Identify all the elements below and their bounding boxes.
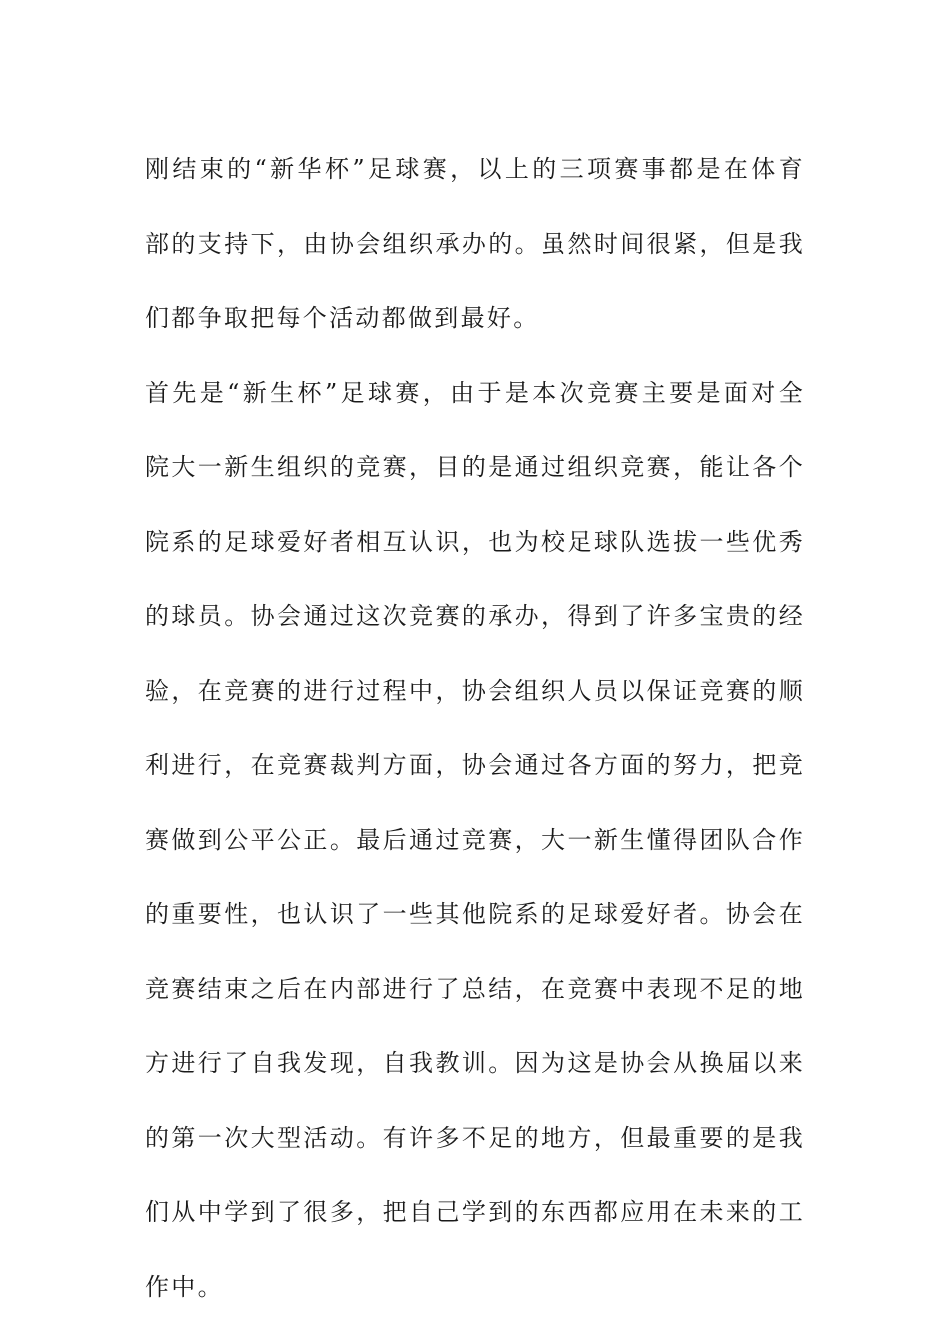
paragraph-2: 首先是“新生杯”足球赛，由于是本次竞赛主要是面对全院大一新生组织的竞赛，目的是通过组织竞赛，能让各个院系的足球爱好者相互认识，也为校足球队选拔一些优秀的球员。协会通过这次竞赛的承办，得到了许多宝贵的经验，在竞赛的进行过程中，协会组织人员以保证竞赛的顺利进行，在竞赛裁判方面，协会通过各方面的努力，把竞赛做到公平公正。最后通过竞赛，大一新生懂得团队合作的重要性，也认识了一些其他院系的足球爱好者。协会在竞赛结束之后在内部进行了总结，在竞赛中表现不足的地方进行了自我发现，自我教训。因为这是协会从换届以来的第一次大型活动。有许多不足的地方，但最重要的是我们从中学到了很多，把自己学到的东西都应用在未来的工作中。	[145, 378, 805, 1301]
paragraph-1: 刚结束的“新华杯”足球赛，以上的三项赛事都是在体育部的支持下，由协会组织承办的。虽然时间很紧，但是我们都争取把每个活动都做到最好。	[145, 155, 805, 332]
document-body	[145, 132, 805, 1324]
